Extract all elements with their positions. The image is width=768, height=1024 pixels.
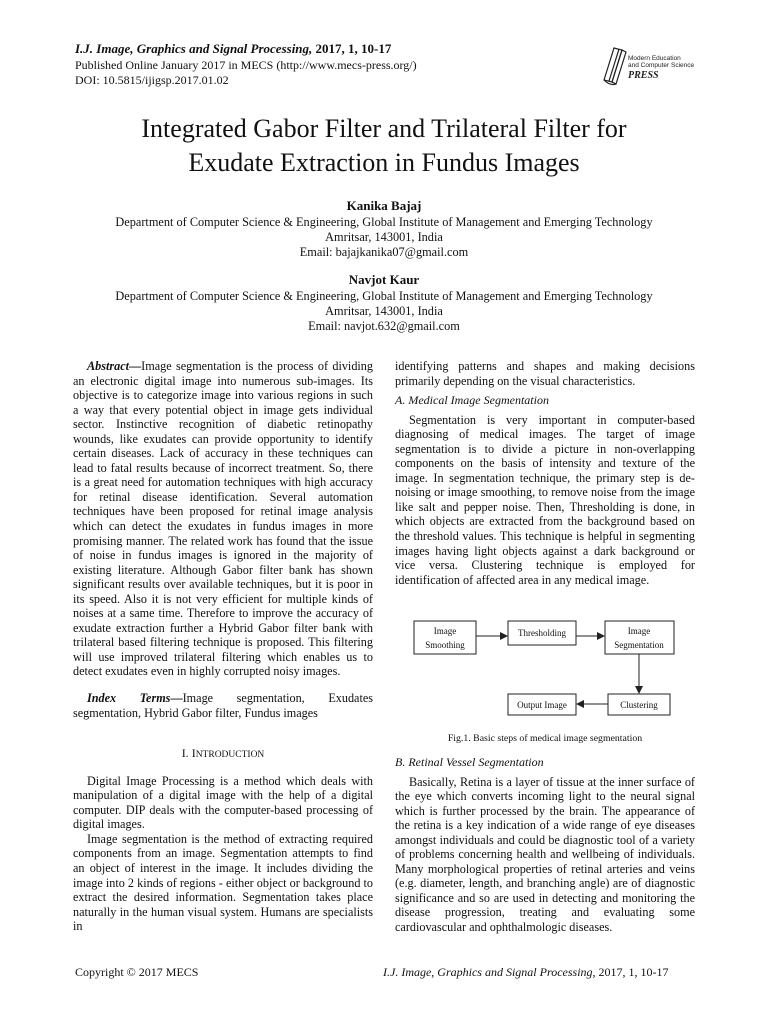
logo-text-2: and Computer Science bbox=[628, 62, 695, 69]
abstract-paragraph: Abstract—Image segmentation is the process of dividing an electronic digital image into numerous sub-images. Its objective is to categorize image into various regions in such a way that every potential object in image gets individual sector. Instinctive recognition of diabetic retinopathy wounds, like exudates can provide opportunity to identify certain diseases. Lack of accuracy in these techniques can lead to fatal results because of incorrect treatment. So, there is a great need for automation techniques with high accuracy for retinal disease identification. Several automation techniques have been proposed for retinal image analysis which can detect the exudates in fundus images in more promising manner. The related work has found that the issue of noise in fundus images is ignored in the majority of existing literature. Although Gabor filter bank has shown significant results over available techniques, but it is poor in its speed. Also it is not very efficient for multiple kinds of noises at a same time. Therefore to improve the accuracy of exudate extraction further a Hybrid Gabor filter bank with trilateral based filtering technique is proposed. This filtering will use improved trilateral filtering which enables us to detect exudates even in highly corrupted noisy images. bbox=[73, 359, 373, 679]
author-2-block bbox=[60, 272, 708, 334]
author-1-block bbox=[60, 198, 708, 260]
footer-journal-issue: 2017, 1, 10-17 bbox=[595, 965, 669, 979]
author-2-name: Navjot Kaur bbox=[348, 272, 420, 287]
title-line-1: Integrated Gabor Filter and Trilateral Filter for bbox=[141, 114, 627, 143]
svg-text:Segmentation: Segmentation bbox=[614, 640, 664, 650]
left-column bbox=[73, 359, 373, 934]
footer-journal bbox=[383, 965, 669, 980]
index-terms-text: Image segmentation, Exudates segmentation, Hybrid Gabor filter, Fundus images bbox=[73, 691, 373, 720]
subsection-b-heading: B. Retinal Vessel Segmentation bbox=[395, 755, 544, 769]
journal-name: I.J. Image, Graphics and Signal Processing, bbox=[75, 41, 313, 56]
right-column-bottom bbox=[395, 755, 695, 935]
svg-text:Thresholding: Thresholding bbox=[518, 628, 566, 638]
logo-text-1: Modern Education bbox=[628, 55, 681, 62]
figure-1-caption: Fig.1. Basic steps of medical image segmentation bbox=[447, 733, 643, 744]
logo-text-3: PRESS bbox=[628, 70, 659, 81]
author-1-name: Kanika Bajaj bbox=[346, 198, 422, 213]
published-online-line: Published Online January 2017 in MECS (http://www.mecs-press.org/) bbox=[75, 58, 417, 72]
index-terms-paragraph: Index Terms—Image segmentation, Exudates segmentation, Hybrid Gabor filter, Fundus images bbox=[73, 691, 373, 720]
author-1-city: Amritsar, 143001, India bbox=[325, 230, 443, 244]
journal-issue: 2017, 1, 10-17 bbox=[312, 41, 392, 56]
svg-text:Image: Image bbox=[627, 626, 651, 636]
author-1-dept: Department of Computer Science & Engineering, Global Institute of Management and Emerging Technology bbox=[115, 215, 653, 229]
footer-journal-name: I.J. Image, Graphics and Signal Processing, bbox=[383, 965, 596, 979]
svg-text:Output Image: Output Image bbox=[517, 700, 567, 710]
mecs-press-logo bbox=[600, 40, 700, 90]
footer-copyright: Copyright © 2017 MECS bbox=[75, 965, 199, 979]
abstract-text: Image segmentation is the process of dividing an electronic digital image into numerous sub-images. Its objective is to categorize image into various regions in such a way that every potential object in image gets individual sector. Instinctive recognition of diabetic retinopathy wounds, like exudates can provide opportunity to identify certain diseases. Lack of accuracy in these techniques can lead to fatal results because of incorrect treatment. So, there is a great need for automation techniques with high accuracy for retinal disease identification. Several automation techniques have been proposed for retinal image analysis which can detect the exudates in fundus images in more promising manner. The related work has found that the issue of noise in fundus images is ignored in the majority of existing literature. Although Gabor filter bank has shown significant results over available techniques, but it is poor in its speed. Also it is not very efficient for multiple kinds of noises at a same time. Therefore to improve the accuracy of exudate extraction further a Hybrid Gabor filter bank with trilateral based filtering technique is proposed. This filtering will use improved trilateral filtering which enables us to detect exudates even in highly corrupted noisy images. bbox=[73, 359, 373, 679]
title-line-2: Exudate Extraction in Fundus Images bbox=[188, 148, 580, 177]
abstract-label: Abstract bbox=[87, 359, 129, 373]
intro-paragraph-1: Digital Image Processing is a method which deals with manipulation of a digital image with the help of a digital computer. DIP deals with the computer-based processing of digital images. bbox=[73, 773, 373, 832]
author-2-city: Amritsar, 143001, India bbox=[325, 304, 443, 318]
svg-text:Clustering: Clustering bbox=[620, 700, 658, 710]
subsection-b-paragraph: Basically, Retina is a layer of tissue at the inner surface of the eye which converts incoming light to the neural signal which is further processed by the brain. The appearance of the retina is a key indication of a wide range of eye diseases amongst individuals and could be diagnostic tool of a variety of problems concerning health and wellbeing of individuals. Many morphological properties of retinal arteries and veins (e.g. diameter, length, and branching angle) are of diagnostic significance and so are used in detecting and monitoring the disease progression, treating and evaluating some cardiovascular and ophthalmologic diseases. bbox=[395, 774, 695, 935]
svg-text:Image: Image bbox=[433, 626, 457, 636]
continued-paragraph: identifying patterns and shapes and making decisions primarily depending on the visual characteristics. bbox=[395, 359, 695, 388]
introduction-heading: I. INTRODUCTION bbox=[181, 746, 265, 761]
figure-1-flowchart bbox=[408, 618, 698, 738]
journal-header bbox=[75, 41, 391, 57]
author-2-email: Email: navjot.632@gmail.com bbox=[308, 319, 460, 333]
doi-line: DOI: 10.5815/ijigsp.2017.01.02 bbox=[75, 73, 229, 87]
index-terms-label: Index Terms bbox=[87, 691, 171, 706]
right-column-top bbox=[395, 359, 695, 587]
subsection-a-heading: A. Medical Image Segmentation bbox=[395, 393, 549, 408]
author-2-dept: Department of Computer Science & Engineering, Global Institute of Management and Emerging Technology bbox=[115, 289, 653, 303]
subsection-a-paragraph: Segmentation is very important in computer-based diagnosing of medical images. The target of image segmentation is to divide a picture in non-overlapping components on the basis of intensity and texture of the image. In segmentation technique, the primary step is de-noising or image smoothing, to remove noise from the image like salt and pepper noise. Then, Thresholding is done, in which objects are extracted from the background based on the threshold values. This technique is helpful in segmenting images having light objects against a dark background or vice versa. Clustering technique is employed for identification of affected area in any medical image. bbox=[395, 412, 695, 587]
paper-title bbox=[60, 112, 708, 180]
author-1-email: Email: bajajkanika07@gmail.com bbox=[299, 245, 469, 259]
intro-paragraph-2: Image segmentation is the method of extracting required components from an image. Segmentation attempts to find an object of interest in the image. It includes dividing the image into 2 kinds of regions - either object or background to extract the desired information. Segmentation takes place naturally in the human visual system. Humans are specialists in bbox=[73, 831, 373, 934]
svg-text:Smoothing: Smoothing bbox=[425, 640, 465, 650]
